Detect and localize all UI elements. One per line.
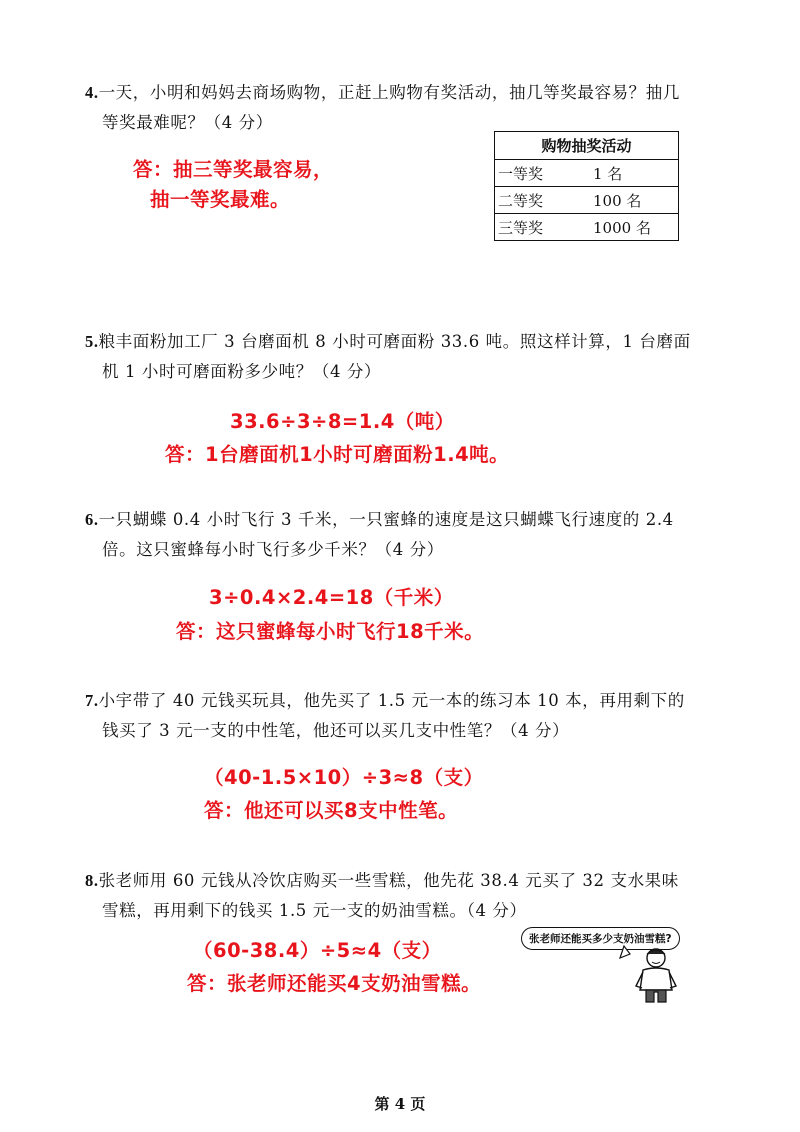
answer-5-statement: 答：1台磨面机1小时可磨面粉1.4吨。 bbox=[165, 443, 510, 466]
question-6-line-2: 倍。这只蜜蜂每小时飞行多少千米？（4 分） bbox=[102, 540, 444, 559]
question-8 bbox=[85, 866, 705, 926]
answer-6-statement: 答：这只蜜蜂每小时飞行18千米。 bbox=[176, 620, 485, 643]
question-7-line-1: 7.小宇带了 40 元钱买玩具，他先买了 1.5 元一本的练习本 10 本，再用剩下的 bbox=[85, 691, 685, 710]
question-number: 6. bbox=[85, 510, 99, 529]
question-number: 7. bbox=[85, 691, 99, 710]
question-4-line-1: 4.一天，小明和妈妈去商场购物，正赶上购物有奖活动，抽几等奖最容易？抽几 bbox=[85, 83, 680, 102]
speech-bubble: 张老师还能买多少支奶油雪糕? bbox=[521, 927, 680, 950]
teacher-illustration bbox=[600, 940, 700, 1005]
table-row: 一等奖 1 名 bbox=[495, 160, 679, 187]
question-4 bbox=[85, 78, 705, 138]
answer-7-statement: 答：他还可以买8支中性笔。 bbox=[204, 799, 459, 822]
question-number: 8. bbox=[85, 871, 99, 890]
answer-8-equation: （60-38.4）÷5≈4（支） bbox=[193, 939, 442, 962]
prize-table bbox=[494, 131, 679, 241]
answer-8-statement: 答：张老师还能买4支奶油雪糕。 bbox=[187, 972, 482, 995]
page-number: 第 4 页 bbox=[374, 1095, 426, 1113]
question-5-line-1: 5.粮丰面粉加工厂 3 台磨面机 8 小时可磨面粉 33.6 吨。照这样计算，1 台磨面 bbox=[85, 332, 691, 351]
table-row: 二等奖 100 名 bbox=[495, 187, 679, 214]
question-7-line-2: 钱买了 3 元一支的中性笔，他还可以买几支中性笔？（4 分） bbox=[102, 721, 570, 740]
question-5 bbox=[85, 327, 705, 387]
prize-table-title: 购物抽奖活动 bbox=[495, 132, 679, 160]
answer-6-equation: 3÷0.4×2.4=18（千米） bbox=[209, 586, 454, 609]
question-number: 5. bbox=[85, 332, 99, 351]
question-6-line-1: 6.一只蝴蝶 0.4 小时飞行 3 千米，一只蜜蜂的速度是这只蝴蝶飞行速度的 2.4 bbox=[85, 510, 674, 529]
question-7 bbox=[85, 686, 705, 746]
question-4-line-2: 等奖最难呢？（4 分） bbox=[102, 113, 273, 132]
table-row: 三等奖 1000 名 bbox=[495, 214, 679, 241]
question-8-line-2: 雪糕，再用剩下的钱买 1.5 元一支的奶油雪糕。（4 分） bbox=[102, 901, 527, 920]
answer-7-equation: （40-1.5×10）÷3≈8（支） bbox=[204, 766, 484, 789]
question-8-line-1: 8.张老师用 60 元钱从冷饮店购买一些雪糕，他先花 38.4 元买了 32 支水果味 bbox=[85, 871, 679, 890]
question-5-line-2: 机 1 小时可磨面粉多少吨？（4 分） bbox=[102, 362, 382, 381]
answer-5-equation: 33.6÷3÷8=1.4（吨） bbox=[230, 410, 455, 433]
answer-line: 抽一等奖最难。 bbox=[150, 188, 291, 211]
question-number: 4. bbox=[85, 83, 99, 102]
question-6 bbox=[85, 505, 705, 565]
answer-line: 答：抽三等奖最容易， bbox=[133, 158, 334, 181]
answer-4 bbox=[133, 155, 333, 215]
